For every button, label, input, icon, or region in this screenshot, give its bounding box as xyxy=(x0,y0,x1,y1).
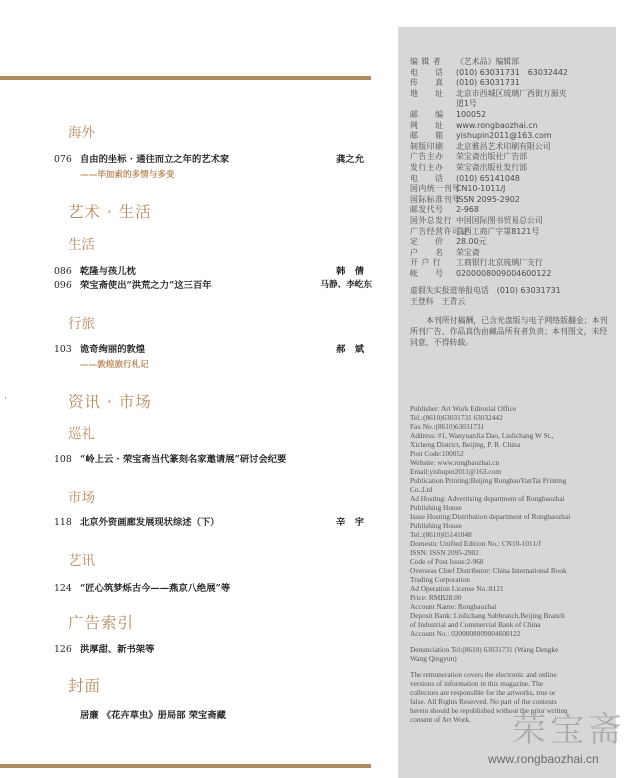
section-heading-ad-index: 广告索引 xyxy=(68,614,135,632)
colophon-english xyxy=(410,404,608,724)
colophon-value: (010) 63031731 63032442 xyxy=(456,67,568,77)
colophon-label: 地 址 xyxy=(410,88,444,98)
email-link[interactable]: yishupin2011@163.com xyxy=(456,131,552,141)
colophon-value: (010) 63031731 xyxy=(456,78,520,88)
remuneration-en-line: herein should be republished without the prior written xyxy=(410,706,568,715)
colophon-label: 国外总发行 xyxy=(410,215,452,225)
colophon-row xyxy=(410,99,610,110)
colophon-value: 道1号 xyxy=(456,99,477,109)
toc-entry[interactable] xyxy=(54,153,364,166)
colophon-value: 《艺术品》编辑部 xyxy=(456,57,520,66)
margin-mark: · xyxy=(4,394,7,404)
toc-page-number: 126 xyxy=(54,644,72,655)
toc-page-number: 118 xyxy=(54,517,72,528)
toc-page-number: 103 xyxy=(54,344,72,355)
toc-entry-author: 韩 倩 xyxy=(336,266,364,277)
colophon-panel xyxy=(398,27,616,778)
toc-page-number: 086 xyxy=(54,266,72,277)
remuneration-en-line: collectors are responsible for the artworks, true or xyxy=(410,688,556,697)
colophon-row xyxy=(410,216,610,227)
toc-page-number: 124 xyxy=(54,583,72,594)
colophon-row xyxy=(410,78,610,89)
colophon-en-line: Post Code:100052 xyxy=(410,449,464,458)
colophon-value: 北京市西城区琉璃厂西街万源夹 xyxy=(456,88,567,98)
watermark-seal xyxy=(512,702,626,751)
toc-entry-author: 马静、李屹东 xyxy=(320,280,372,290)
toc-entry-title: 荣宝斋使出“洪荒之力”这三百年 xyxy=(80,280,212,291)
bottom-divider-rule xyxy=(0,764,371,768)
section-heading-shenghuo: 生活 xyxy=(68,237,95,253)
top-divider-rule xyxy=(0,76,371,80)
section-heading-yixun: 艺讯 xyxy=(68,553,95,569)
colophon-label: 开 户 行 xyxy=(410,258,442,268)
colophon-row xyxy=(410,237,610,248)
colophon-en-line: Trading Corporation xyxy=(410,575,470,584)
colophon-row xyxy=(410,227,610,238)
colophon-en-line: Account No.: 0200008009004600122 xyxy=(410,629,521,638)
colophon-chinese xyxy=(410,57,610,349)
colophon-row xyxy=(410,195,610,206)
section-heading-cover: 封面 xyxy=(68,677,102,695)
colophon-value: 工商银行北京琉璃厂支行 xyxy=(456,258,543,268)
colophon-en-line: Ad Hosting: Advertising department of Rongbaozhai xyxy=(410,494,565,503)
toc-entry-subtitle: ——毕加索的多情与多变 xyxy=(80,170,175,180)
toc-entry-author: 郝 斌 xyxy=(336,344,364,355)
colophon-en-line: Tel.:(8610)65141048 xyxy=(410,530,472,539)
colophon-row xyxy=(410,68,610,79)
toc-entry-title: 诡奇绚丽的敦煌 xyxy=(80,344,146,355)
colophon-en-line: Code of Post Issue:2-968 xyxy=(410,557,484,566)
website-link[interactable]: www.rongbaozhai.cn xyxy=(456,120,538,130)
copyright-notice: 本刊所付稿酬，已含光盘版与电子网络版翻金；本刊所刊广告、作品真伪由藏品所有者负责；本刊图文，未经同意，不得转载。 xyxy=(410,315,608,348)
colophon-en-line: of Industrial and Commercial Bank of China xyxy=(410,620,541,629)
toc-entry-author: 龚之允 xyxy=(336,154,364,165)
colophon-label: 传 真 xyxy=(410,78,444,88)
toc-entry-title: 乾隆与孩儿枕 xyxy=(80,266,136,277)
denounce-hotline: 虚假失实报道举报电话 (010) 63031731 xyxy=(410,286,561,296)
section-heading-haiwai: 海外 xyxy=(68,125,95,141)
watermark-seal-text: 荣宝斋 xyxy=(512,710,626,750)
colophon-en-line: Website: www.rongbaozhai.cn xyxy=(410,458,500,467)
colophon-label: 帐 号 xyxy=(410,268,444,278)
colophon-row xyxy=(410,110,610,121)
colophon-en-line: Publishing House xyxy=(410,521,462,530)
colophon-label: 发行主办 xyxy=(410,162,444,172)
toc-entry[interactable] xyxy=(54,265,364,278)
colophon-en-line: Publisher: Art Work Editorial Office xyxy=(410,404,517,413)
colophon-label: 邮发代号 xyxy=(410,205,444,215)
toc-entry[interactable] xyxy=(54,453,364,466)
toc-entry[interactable] xyxy=(54,643,364,656)
colophon-label: 制版印刷 xyxy=(410,141,444,151)
colophon-label: 国内统一刊号 xyxy=(410,184,461,194)
colophon-value: 京西工商广字第8121号 xyxy=(456,226,540,236)
colophon-label: 定 价 xyxy=(410,237,444,247)
toc-entry-title: 自由的坐标 · 通往而立之年的艺术家 xyxy=(80,154,230,165)
toc-entry[interactable] xyxy=(54,279,372,292)
colophon-en-line: ISSN: ISSN 2095-2902 xyxy=(410,548,479,557)
toc-entry[interactable] xyxy=(54,343,364,356)
colophon-en-line: Fax No.:(8610)63031731 xyxy=(410,422,485,431)
colophon-label: 广告主办 xyxy=(410,152,444,162)
denounce-en-line: Denunciation Tel:(8610) 63031731 (Wang Dengke xyxy=(410,645,559,654)
toc-entry-author: 辛 宇 xyxy=(336,517,364,528)
colophon-row xyxy=(410,121,610,132)
colophon-value: 荣宝斋出版社发行部 xyxy=(456,162,528,172)
colophon-en-line: Ad Operation License No.:8121 xyxy=(410,584,504,593)
colophon-row xyxy=(410,258,610,269)
colophon-label: 户 名 xyxy=(410,247,444,257)
colophon-label: 广告经营许可证 xyxy=(410,226,469,236)
colophon-en-line: Tel.:(8610)63031731 63032442 xyxy=(410,413,503,422)
colophon-value: 北京雅昌艺术印刷有限公司 xyxy=(456,141,551,151)
colophon-en-line: Account Name: Rongbaozhai xyxy=(410,602,497,611)
toc-entry[interactable] xyxy=(54,516,364,529)
toc-entry-title: 北京外资画廊发展现状综述（下） xyxy=(80,517,220,528)
denounce-en-line: Wang Qingyun) xyxy=(410,654,457,663)
colophon-value: ISSN 2095-2902 xyxy=(456,194,520,204)
toc-entry-title: “岭上云 · 荣宝斋当代篆刻名家邀请展”研讨会纪要 xyxy=(80,454,287,465)
colophon-en-line: Publishing House xyxy=(410,503,462,512)
toc-entry-subtitle: ——敦煌旅行札记 xyxy=(80,360,149,370)
colophon-row xyxy=(410,184,610,195)
section-heading-shichang: 市场 xyxy=(68,490,95,506)
colophon-en-line: Overseas Chief Distributor: China International Book xyxy=(410,566,567,575)
remuneration-en-line: false. All Rights Reserved. No part of the contents xyxy=(410,697,557,706)
colophon-en-line: Publication Printing:Beijing RongbaoYanTai Printing xyxy=(410,476,567,485)
colophon-en-line: Domestic Unified Edition No.: CN10-1011/J xyxy=(410,539,541,548)
colophon-value: 荣宝斋出版社广告部 xyxy=(456,152,528,162)
colophon-row xyxy=(410,163,610,174)
colophon-en-line: Co.,Ltd xyxy=(410,485,433,494)
colophon-value: 2-968 xyxy=(456,205,479,215)
colophon-label: 邮 编 xyxy=(410,109,444,119)
cover-caption: 居廉 《花卉草虫》册局部 荣宝斋藏 xyxy=(80,710,226,721)
colophon-label: 编 辑 者 xyxy=(410,57,442,66)
remuneration-en-line: The remuneration covers the electronic and online xyxy=(410,670,557,679)
colophon-value: 中国国际图书贸易总公司 xyxy=(456,215,543,225)
colophon-value: 100052 xyxy=(456,109,487,119)
colophon-row xyxy=(410,269,610,280)
colophon-row xyxy=(410,248,610,259)
colophon-en-line: Email:yishupin2011@163.com xyxy=(410,467,501,476)
colophon-label: 电 话 xyxy=(410,67,444,77)
toc-page-number: 076 xyxy=(54,154,72,165)
colophon-row xyxy=(410,57,610,68)
toc-page-number: 108 xyxy=(54,454,72,465)
remuneration-en-line: consent of Art Work. xyxy=(410,715,471,724)
colophon-value: CN10-1011/J xyxy=(456,184,506,194)
colophon-row xyxy=(410,205,610,216)
section-heading-xinglv: 行旅 xyxy=(68,316,95,332)
toc-entry-title: 洪厚甜、新书架等 xyxy=(80,644,155,655)
colophon-label: 国际标准刊号 xyxy=(410,194,461,204)
section-heading-art-life: 艺术 · 生活 xyxy=(68,203,152,221)
colophon-en-line: Xicheng District, Beijing, P. R. China xyxy=(410,440,521,449)
colophon-row xyxy=(410,89,610,100)
colophon-en-line: Address: #1, WanyuanJia Dao, Liulichang W St., xyxy=(410,431,554,440)
section-heading-news-market: 资讯 · 市场 xyxy=(68,393,152,411)
colophon-en-line: Issue Hosting:Distribution department of Rongbaozhai xyxy=(410,512,571,521)
toc-entry-title: “匠心筑梦烁古今——燕京八绝展”等 xyxy=(80,583,231,594)
colophon-en-line: Price: RMB28.00 xyxy=(410,593,462,602)
colophon-row xyxy=(410,152,610,163)
colophon-en-line: Deposit Bank: Liulichang Subbranch,Beijing Branch xyxy=(410,611,565,620)
section-heading-xunli: 巡礼 xyxy=(68,426,95,442)
remuneration-en-line: versions of information in this magazine. The xyxy=(410,679,544,688)
colophon-row xyxy=(410,131,610,142)
toc-page-number: 096 xyxy=(54,280,72,291)
toc-entry[interactable] xyxy=(54,582,364,595)
colophon-label: 电 话 xyxy=(410,173,444,183)
watermark-url: www.rongbaozhai.cn xyxy=(488,752,599,766)
colophon-label: 网 址 xyxy=(410,120,444,130)
denounce-contacts: 王登科 王青云 xyxy=(410,297,466,307)
colophon-row xyxy=(410,142,610,153)
colophon-value: 28.00元 xyxy=(456,237,487,247)
colophon-value: 0200008009004600122 xyxy=(456,268,552,278)
colophon-label: 邮 箱 xyxy=(410,131,444,141)
colophon-value: 荣宝斋 xyxy=(456,247,480,257)
colophon-row xyxy=(410,174,610,185)
colophon-value: (010) 65141048 xyxy=(456,173,520,183)
